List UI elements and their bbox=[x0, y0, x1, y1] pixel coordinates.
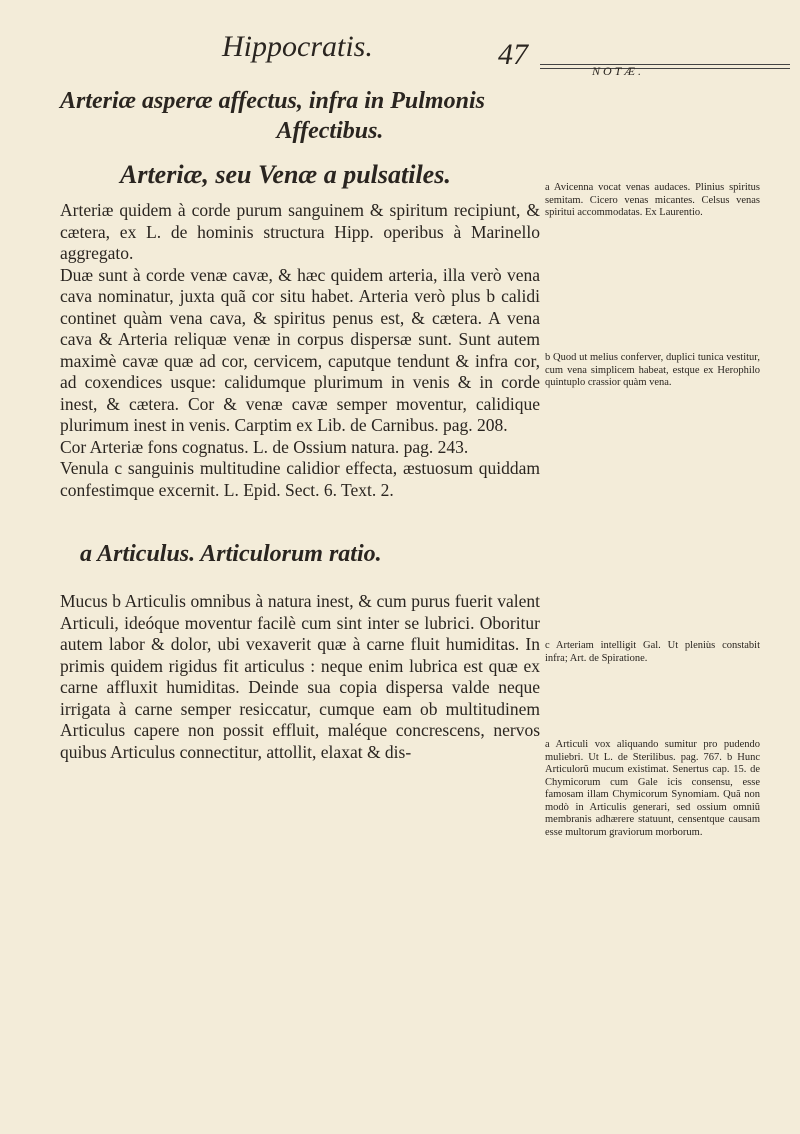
margin-note-a: a Avicenna vocat venas audaces. Plinius spiritus semitam. Cicero venas micantes. Celsus venas spiritui accommodatas. Ex Laurentio. bbox=[545, 182, 760, 218]
main-column bbox=[60, 86, 540, 763]
notes-label: NOTÆ. bbox=[592, 64, 645, 78]
margin-note-articulus: a Articuli vox aliquando sumitur pro pudendo muliebri. Ut L. de Sterilibus. pag. 767. b Hunc Articulorũ mucum existimat. Senertus cap. 15. de Chymicorum cum Gale icis consensu, esse famosam illam Chymicorum Synomiam. Quã non modò in Articulis generari, sed ossium omniũ membranis adhærere statuunt, censentque causam esse multorum graviorum morborum. bbox=[545, 739, 760, 838]
page-number: 47 bbox=[498, 38, 528, 71]
section-heading-arteriae-asperae: Arteriæ asperæ affectus, infra in Pulmonis bbox=[60, 88, 485, 114]
paragraph-venula: Venula c sanguinis multitudine calidior effecta, æstuosum quiddam confestimque excernit. L. Epid. Sect. 6. Text. 2. bbox=[60, 458, 540, 500]
margin-note-b: b Quod ut melius conferver, duplici tunica vestitur, cum vena simplicem habeat, estque ex Herophilo quintuplo crassior quàm vena. bbox=[545, 352, 760, 388]
paragraph-duae-sunt: Duæ sunt à corde venæ cavæ, & hæc quidem arteria, illa verò vena cava nominatur, juxta quã cor situ habet. Arteria verò plus b calidi continet quàm vena cava, & spiritus penus est, & cætera. A vena cava & Arteria reliquæ venæ in corpus dispersæ sunt. Sunt autem maximè cavæ quæ ad cor, cervicem, caputque tendunt & infra cor, ad coxendices usque: calidumque plurimum in venis & in corde inest, & cætera. Cor & venæ cavæ semper moventur, calidique plurimum inest in venis. Carptim ex Lib. de Carnibus. pag. 208. bbox=[60, 264, 540, 435]
paragraph-arteriae-quidem: Arteriæ quidem à corde purum sanguinem & spiritum recipiunt, & cætera, ex L. de hominis structura Hipp. operibus à Marinello aggregato. bbox=[60, 200, 540, 263]
paragraph-mucus: Mucus b Articulis omnibus à natura inest, & cum purus fuerit valent Articuli, ideóque moventur facilè cum sint inter se lubrici. Oboritur autem labor & dolor, ubi vexaverit quæ à carne fluit humiditas. In primis quidem rigidus fit articulus : neque enim lubrica est quæ ex carne affluxit humiditas. Deinde sua copia dispersa valde neque irrigata à carne semper resiccatur, cumque eam ob multitudinem Articulus capere non possit effluit, maléque concrescens, nervos quibus Articulus connectitur, attollit, elaxat & dis- bbox=[60, 591, 540, 762]
section-heading-articulus: a Articulus. Articulorum ratio. bbox=[80, 541, 382, 567]
section-heading-arteriae-pulsatiles: Arteriæ, seu Venæ a pulsatiles. bbox=[120, 160, 451, 189]
running-head-title: Hippocratis. bbox=[222, 30, 373, 63]
paragraph-cor-arteriae: Cor Arteriæ fons cognatus. L. de Ossium natura. pag. 243. bbox=[60, 436, 469, 457]
section-heading-affectibus: Affectibus. bbox=[276, 118, 384, 144]
header-rule bbox=[540, 64, 790, 69]
margin-note-c: c Arteriam intelligit Gal. Ut pleniùs constabit infra; Art. de Spiratione. bbox=[545, 640, 760, 664]
